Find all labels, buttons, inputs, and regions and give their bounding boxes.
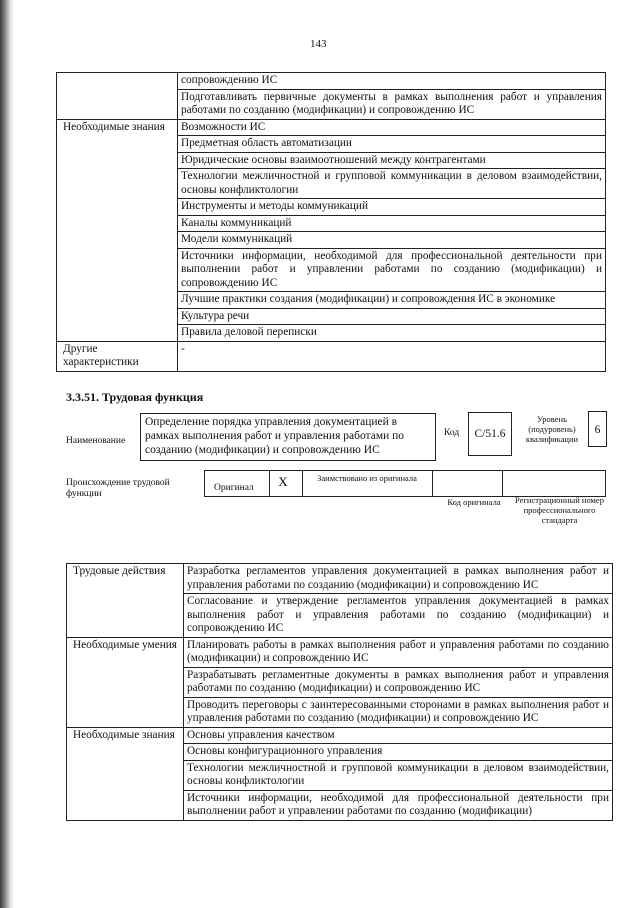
table-cell: Согласование и утверждение регламентов управления документацией в рамках выполнения работ и управления работами по созданию (модификации) и сопровождению ИС <box>184 594 613 638</box>
table-cell: Инструменты и методы коммуникаций <box>178 199 606 216</box>
bottom-requirements-table <box>66 563 613 821</box>
row-label-knowledge: Необходимые знания <box>67 727 184 820</box>
table-cell: Источники информации, необходимой для профессиональной деятельности при выполнении работ и управлении работами по созданию (модификации) и сопровождению ИС <box>178 248 606 292</box>
row-label-knowledge: Необходимые знания <box>57 119 178 341</box>
original-mark: X <box>278 474 288 489</box>
top-requirements-table <box>56 72 606 372</box>
table-cell: Правила деловой переписки <box>178 325 606 342</box>
table-row <box>57 119 606 136</box>
code-original-label: Код оригинала <box>447 497 501 507</box>
function-code-box: С/51.6 <box>468 412 512 456</box>
table-row <box>57 341 606 371</box>
level-value-box: 6 <box>588 411 607 447</box>
table-row <box>57 73 606 90</box>
table-cell: Лучшие практики создания (модификации) и сопровождения ИС в экономике <box>178 292 606 309</box>
table-cell: Предметная область автоматизации <box>178 136 606 153</box>
table-cell: Юридические основы взаимоотношений между контрагентами <box>178 152 606 169</box>
origin-label: Происхождение трудовой функции <box>66 478 170 499</box>
name-label: Наименование <box>66 436 126 446</box>
table-row <box>67 564 613 594</box>
row-label-other: Другие характеристики <box>57 341 178 371</box>
code-label: Код <box>444 428 460 438</box>
table-row <box>67 727 613 744</box>
page-number: 143 <box>310 38 327 50</box>
table-cell: Модели коммуникаций <box>178 232 606 249</box>
table-cell: Культура речи <box>178 308 606 325</box>
table-cell: Основы управления качеством <box>184 727 613 744</box>
table-cell: Возможности ИС <box>178 119 606 136</box>
table-cell: Основы конфигурационного управления <box>184 744 613 761</box>
table-cell: Проводить переговоры с заинтересованными сторонами в рамках выполнения работ и управления работами по созданию (модификации) и сопровождению ИС <box>184 697 613 727</box>
row-label-skills: Необходимые умения <box>67 637 184 727</box>
row-label <box>57 73 178 120</box>
table-cell: Разработка регламентов управления документацией в рамках выполнения работ и управления работами по созданию (модификации) и сопровождению ИС <box>184 564 613 594</box>
table-row <box>67 637 613 667</box>
table-cell: Технологии межличностной и групповой коммуникации в деловом взаимодействии, основы конфликтологии <box>184 760 613 790</box>
section-title: 3.3.51. Трудовая функция <box>66 390 204 404</box>
scan-edge-shadow <box>0 0 14 908</box>
table-cell: Разрабатывать регламентные документы в рамках выполнения работ и управления работами по созданию (модификации) и сопровождению ИС <box>184 667 613 697</box>
table-cell: сопровождению ИС <box>178 73 606 90</box>
table-cell: - <box>178 341 606 371</box>
table-cell: Планировать работы в рамках выполнения работ и управления работами по созданию (модификации) и сопровождению ИС <box>184 637 613 667</box>
table-cell: Технологии межличностной и групповой коммуникации в деловом взаимодействии, основы конфликтологии <box>178 169 606 199</box>
row-label-actions: Трудовые действия <box>67 564 184 638</box>
original-label: Оригинал <box>214 483 254 493</box>
borrowed-label: Заимствовано из оригинала <box>317 473 417 483</box>
table-cell: Каналы коммуникаций <box>178 215 606 232</box>
function-name-box: Определение порядка управления документацией в рамках выполнения работ и управления работами по созданию (модификации) и сопровождению ИС <box>140 413 436 461</box>
level-label: Уровень (подуровень) квалификации <box>525 414 579 444</box>
table-cell: Подготавливать первичные документы в рамках выполнения работ и управления работами по созданию (модификации) и сопровождению ИС <box>178 89 606 119</box>
table-cell: Источники информации, необходимой для профессиональной деятельности при выполнении работ и управлении работами по созданию (модификации) <box>184 790 613 820</box>
reg-number-label: Регистрационный номер профессионального стандарта <box>515 495 604 525</box>
